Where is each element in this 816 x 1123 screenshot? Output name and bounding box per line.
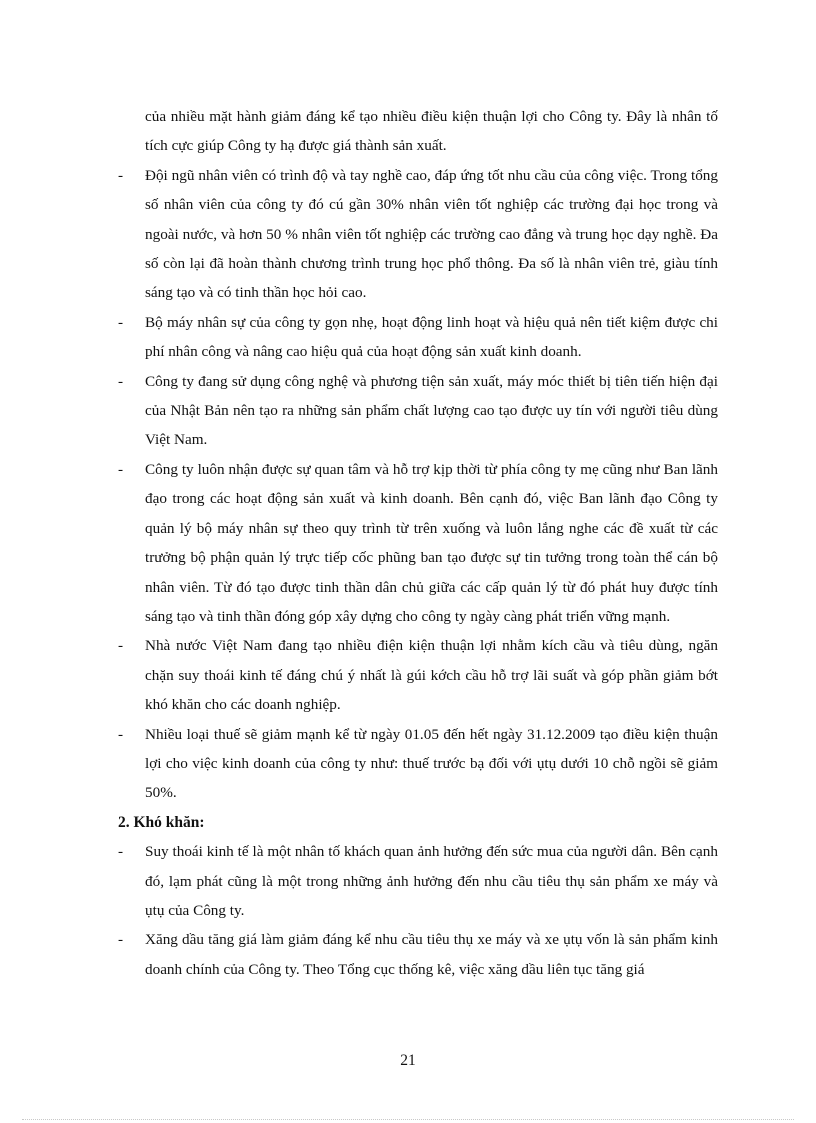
page-bottom-rule xyxy=(22,1119,794,1120)
list-item-advantage-2 xyxy=(118,308,718,367)
list-item-advantage-3 xyxy=(118,367,718,455)
list-item-text: Nhà nước Việt Nam đang tạo nhiều điện kiện thuận lợi nhằm kích cầu và tiêu dùng, ngăn chặn suy thoái kinh tế đáng chú ý nhất là gúi kớch cầu hỗ trợ lãi suất và góp phần giảm bớt khó khăn cho các doanh nghiệp. xyxy=(145,637,718,714)
list-item-text: Công ty luôn nhận được sự quan tâm và hỗ trợ kịp thời từ phía công ty mẹ cũng như Ban lãnh đạo trong các hoạt động sản xuất và kinh doanh. Bên cạnh đó, việc Ban lãnh đạo Công ty quản lý bộ máy nhân sự theo quy trình từ trên xuống và luôn lắng nghe các đề xuất từ các trưởng bộ phận quản lý trực tiếp cốc phũng ban tạo được sự tin tưởng trong toàn thể cán bộ nhân viên. Từ đó tạo được tinh thần dân chủ giữa các cấp quản lý từ đó phát huy được tính sáng tạo và tinh thần đóng góp xây dựng cho công ty ngày càng phát triển vững mạnh. xyxy=(145,460,718,625)
list-item-text: Đội ngũ nhân viên có trình độ và tay nghề cao, đáp ứng tốt nhu cầu của công việc. Trong tổng số nhân viên của công ty đó cú gần 30% nhân viên tốt nghiệp các trường đại học trong và ngoài nước, và hơn 50 % nhân viên tốt nghiệp các trường cao đẳng và trung học dạy nghề. Đa số còn lại đã hoàn thành chương trình trung học phổ thông. Đa số là nhân viên trẻ, giàu tính sáng tạo và có tinh thần học hỏi cao. xyxy=(145,166,718,302)
bullet-dash: - xyxy=(118,313,124,331)
bullet-dash: - xyxy=(118,637,124,655)
intro-paragraph: của nhiều mặt hành giảm đáng kể tạo nhiều điều kiện thuận lợi cho Công ty. Đây là nhân tố tích cực giúp Công ty hạ được giá thành sản xuất. xyxy=(145,108,718,155)
list-item-difficulty-1 xyxy=(118,837,718,925)
list-item-text: Công ty đang sử dụng công nghệ và phương tiện sản xuất, máy móc thiết bị tiên tiến hiện đại của Nhật Bản nên tạo ra những sản phẩm chất lượng cao tạo được uy tín với người tiêu dùng Việt Nam. xyxy=(145,372,718,449)
bullet-dash: - xyxy=(118,931,124,949)
list-item-advantage-4 xyxy=(118,455,718,631)
page-number: 21 xyxy=(400,1052,416,1069)
bullet-dash: - xyxy=(118,166,124,184)
list-item-advantage-5 xyxy=(118,631,718,719)
bullet-dash: - xyxy=(118,460,124,478)
list-item-text: Bộ máy nhân sự của công ty gọn nhẹ, hoạt động linh hoạt và hiệu quả nên tiết kiệm được chi phí nhân công và nâng cao hiệu quả của hoạt động sản xuất kinh doanh. xyxy=(145,313,718,361)
section-heading: 2. Khó khăn: xyxy=(118,813,205,831)
page-body xyxy=(118,102,718,984)
list-item-difficulty-2 xyxy=(118,925,718,984)
list-item-advantage-1 xyxy=(118,161,718,308)
list-item-advantage-6 xyxy=(118,720,718,808)
bullet-dash: - xyxy=(118,843,124,861)
list-item-text: Xăng dầu tăng giá làm giảm đáng kể nhu cầu tiêu thụ xe máy và xe ụtụ vốn là sản phẩm kinh doanh chính của Công ty. Theo Tổng cục thống kê, việc xăng dầu liên tục tăng giá xyxy=(145,931,718,978)
bullet-dash: - xyxy=(118,372,124,390)
list-item-text: Nhiều loại thuế sẽ giảm mạnh kể từ ngày 01.05 đến hết ngày 31.12.2009 tạo điều kiện thuận lợi cho việc kinh doanh của công ty như: thuế trước bạ đối với ụtụ dưới 10 chỗ ngồi sẽ giảm 50%. xyxy=(145,725,718,802)
list-item-text: Suy thoái kinh tế là một nhân tố khách quan ảnh hưởng đến sức mua của người dân. Bên cạnh đó, lạm phát cũng là một trong những ảnh hưởng đến nhu cầu tiêu thụ sản phẩm xe máy và ụtụ của Công ty. xyxy=(145,843,718,919)
bullet-dash: - xyxy=(118,725,124,743)
